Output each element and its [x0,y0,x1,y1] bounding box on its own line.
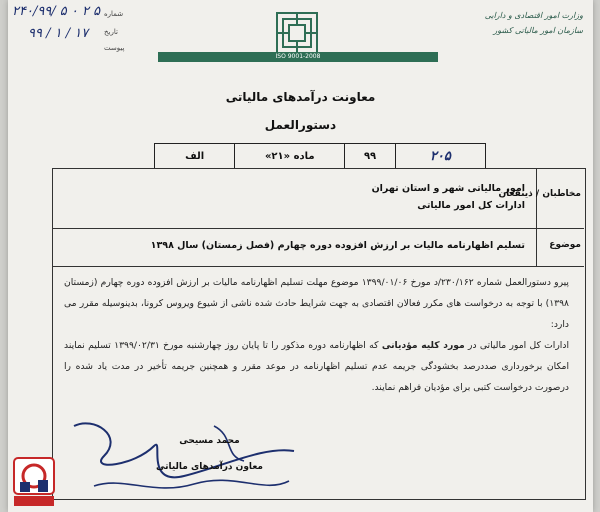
document-body [64,272,569,398]
handwritten-number: ۲۴۰/۹۹/ ۵ ۰ ۲ ۵ [12,4,101,19]
instruction-number: ۲۰۵ [395,144,485,168]
addressees-value [372,180,525,214]
iso-bar: ISO 9001-2008 [158,52,438,62]
instruction-number-row [154,143,486,169]
signature-block [156,428,263,480]
body-text: ادارات کل امور مالیاتی در [464,340,569,351]
body-paragraph: پیرو دستورالعمل شماره ۲۳۰/۱۶۲/د مورخ ۱۳۹۹/۰۱/۰۶ موضوع مهلت تسلیم اظهارنامه مالیات بر ارزش افزوده دوره چهارم (زمستان ۱۳۹۸) با توجه به درخواست های مکرر فعالان اقتصادی به جهت شرایط حادث شده ناشی از شیوع ویروس کرونا، بدینوسیله مقرر می دارد: [64,277,569,330]
date-label: تاریخ [104,28,118,36]
tax-organization-emblem-icon [276,12,318,54]
document-page [8,0,593,512]
addressees-label: مخاطبان / ذینفعان [498,189,581,199]
ministry-name: وزارت امور اقتصادی و دارایی [484,11,583,20]
signer-position: معاون درآمدهای مالیاتی [156,462,263,472]
body-emphasis: مورد کلیه مؤدیانی [381,340,465,351]
page-title: معاونت درآمدهای مالیاتی [225,90,376,104]
subject-label: موضوع [549,240,581,250]
instruction-clause: الف [185,150,205,162]
instruction-year: ۹۹ [344,144,395,168]
organization-name: سازمان امور مالیاتی کشور [493,26,583,35]
addressee-line: امور مالیاتی شهر و استان تهران [371,183,525,194]
attachment-label: پیوست [104,44,125,52]
page-subtitle: دستورالعمل [264,118,337,132]
signer-name: محمد مسیحی [179,436,240,446]
watermark-logo-icon [12,456,56,508]
instruction-article: ماده «۲۱» [234,144,344,168]
letterhead-text [485,8,583,38]
column-divider [536,168,537,266]
row-divider [52,266,584,267]
row-divider [52,228,584,229]
addressee-line: ادارات کل امور مالیاتی [417,200,525,211]
body-paragraph [64,335,569,398]
body-text: که اظهارنامه دوره مذکور را تا پایان روز چهارشنبه مورخ ۱۳۹۹/۰۲/۳۱ تسلیم نمایند امکان برخورداری صددرصد بخشودگی جریمه عدم تسلیم اظهارنامه در موعد مقرر و همچنین جریمه تأخیر در مدت یاد شده را درصورت درخواست کتبی برای مؤدیان فراهم نمایند. [64,340,569,393]
subject-value: تسلیم اظهارنامه مالیات بر ارزش افزوده دوره چهارم (فصل زمستان) سال ۱۳۹۸ [150,240,525,251]
number-label: شماره [104,10,124,18]
handwritten-date: ۹۹ / ۱ / ۱۷ [28,26,89,41]
